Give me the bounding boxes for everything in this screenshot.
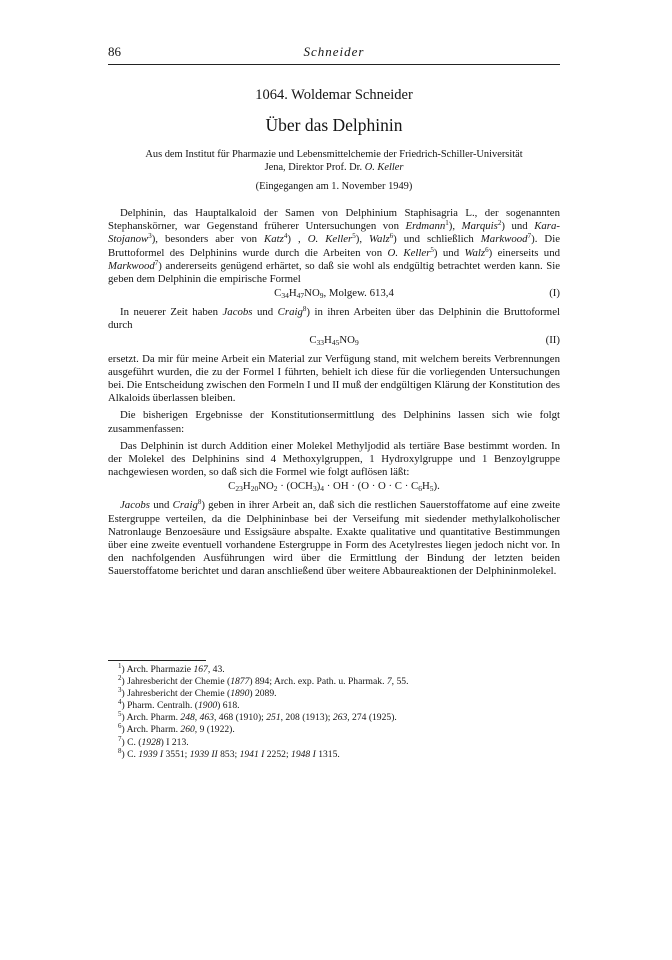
footnote-number: 6 [118,722,122,731]
text-run: ), besonders aber von [151,233,265,246]
text-run: ), [448,220,462,233]
footnote-paren: ) [121,676,128,688]
formula-subscript: 45 [331,337,340,347]
formula-subscript: 33 [316,337,325,347]
footnote-text: ) 894; Arch. exp. Path. u. Pharmak. [249,676,387,688]
footnote-text: , 43. [207,664,225,675]
author-ref: Markwood [108,259,155,272]
formula-tag: (II) [545,333,560,346]
footnote-text: , 208 (1913); [280,712,333,724]
footnote-text: ) I 213. [160,736,189,748]
footnote-number: 2 [118,674,122,683]
formula-part: ). [433,480,440,493]
text-run: ), [355,233,370,246]
formula-part: · OH · (O · O · C · C [324,480,419,493]
footnote-marker: 8 [197,498,202,507]
formula-part: C [228,480,236,493]
footnote-marker: 6 [389,232,394,241]
footnote-italic: 248 [180,712,195,724]
formula-subscript: 5 [429,484,434,494]
footnote-6 [118,724,558,736]
footnote-number: 3 [118,686,122,695]
footnote-2 [118,676,558,688]
footnote-paren: ) [121,700,128,712]
author-ref: Marquis [461,220,498,233]
text-run: und [252,306,278,319]
footnote-text: Pharm. Centralh. ( [127,700,198,712]
received-date: (Eingegangen am 1. November 1949) [255,181,413,192]
formula-part: · (OCH [277,480,313,493]
footnote-text: , 468 (1910); [213,712,267,724]
footnote-text: , 9 (1922). [194,724,235,736]
text-run: Delphinin, das Hauptalkaloid der Samen von Delphinium Staphisagria L., der sogenannten Stephanskörner, war Gegenstand früherer Untersuchungen von [108,207,560,233]
formula-II [108,334,560,350]
footnote-8 [118,746,558,761]
footnote-number: 5 [118,710,122,719]
article-number-author: 1064. Woldemar Schneider [255,87,413,103]
formula-subscript: 9 [319,291,324,301]
paragraph-1 [108,207,560,286]
text-run: ) , [287,233,308,246]
formula-expression [108,480,560,493]
footnote-3 [118,688,558,700]
formula-part: C [274,287,282,300]
author-ref: Jacobs [120,499,150,512]
text-run: In neuerer Zeit haben [120,306,223,319]
footnote-paren: ) [121,664,127,675]
formula-part: NO [339,333,355,346]
formula-part: H [288,287,297,300]
footnote-paren: ) [121,688,128,700]
footnote-marker: 8 [302,305,307,314]
page-number: 86 [108,44,121,59]
formula-part: C [309,333,317,346]
footnote-text: Jahresbericht der Chemie ( [127,688,231,700]
author-ref: Craig [277,306,303,319]
footnote-marker: 2 [497,219,502,228]
footnote-italic: 1941 I [239,748,265,760]
affiliation-line-1: Aus dem Institut für Pharmazie und Lebensmittelchemie der Friedrich-Schiller-Universität [145,149,523,160]
formula-subscript: 20 [250,484,259,494]
footnote-text: , 274 (1925). [347,712,397,724]
footnote-paren: ) [121,724,127,736]
text-run: und [149,499,173,512]
footnote-marker: 7 [527,232,532,241]
footnote-number: 4 [118,698,122,707]
article-body [108,207,560,583]
footnote-marker: 7 [154,258,159,267]
footnote-text: , 55. [391,676,409,688]
footnote-rule [108,660,206,661]
formula-part: H [421,480,430,493]
footnote-marker: 5 [430,245,434,254]
footnote-text: C. ( [127,736,142,748]
formula-subscript: 3 [312,484,317,494]
footnote-text: ) 2089. [249,688,277,700]
footnote-italic: 463 [199,712,214,724]
footnote-italic: 260 [180,724,195,736]
text-run: ) in ihren Arbeiten über das Delphinin die Bruttoformel durch [108,306,560,332]
footnote-text: Jahresbericht der Chemie ( [127,676,231,688]
affiliation-line-2 [108,161,560,174]
director-name: O. Keller [364,162,404,173]
footnote-paren: ) [121,736,128,748]
footnote-marker: 1 [445,219,449,228]
footnote-1 [118,664,558,676]
formula-part: ) [316,480,321,493]
footnote-number: 1 [118,662,122,670]
footnote-text: 2252; [264,748,292,760]
formula-subscript: 6 [418,484,422,494]
footnote-text: 3551; [163,748,190,760]
author-ref: Walz [464,246,486,259]
footnote-text: 853; [217,748,240,760]
header-rule [108,64,560,65]
footnote-paren: ) [121,748,128,760]
author-ref: O. Keller [307,233,353,246]
formula-part: NO [258,480,274,493]
author-ref: Jacobs [222,306,253,319]
footnote-italic: 263 [332,712,348,724]
footnote-paren: ) [121,712,127,724]
footnotes [118,664,558,761]
text-run: ) und [501,220,535,233]
running-head: Schneider [303,44,365,59]
formula-resolved [108,480,560,496]
page-header [108,44,560,64]
affiliation [108,148,560,174]
footnote-marker: 3 [148,232,152,241]
formula-subscript: 23 [235,484,243,494]
footnote-text: Arch. Pharm. [126,712,181,724]
footnote-4 [118,700,558,712]
footnote-italic: 1939 II [189,748,218,760]
formula-expression [108,287,560,300]
footnote-marker: 6 [485,245,489,254]
paragraph-6 [108,499,560,578]
text-run: ). Die Bruttoformel des Delphinins wurde durch die Arbeiten von [108,233,560,259]
footnote-italic: 167 [193,664,208,675]
text-run: ) geben in ihrer Arbeit an, daß sich die restlichen Sauerstoffatome auf eine zweite Estergruppe verteilen, da die Delphininbase bei der Verseifung mit siedender methylalkoholischer Natronlauge Benzoesäure und Essigsäure abspalte. Exakte qualitative und quantitative Bestimmungen über eine zweite eventuell vorhandene Estergruppe in Form des Acetylrestes liegen jedoch nicht vor. In den nachfolgenden Ausführungen wird über die Ermittlung der Bindung der letzten beiden Sauerstoffatome berichtet und daran anschließend über weitere Abbaureaktionen der Delphininmolekel. [108,499,560,578]
footnote-text: Arch. Pharm. [126,724,181,736]
text-run: ) und [433,246,465,259]
footnote-italic: 251 [266,712,281,724]
footnote-7 [118,734,558,749]
footnote-text: Arch. Pharmazie [126,664,194,675]
footnote-text: ) 618. [217,700,240,712]
paragraph-2 [108,306,560,332]
footnote-5 [118,712,558,724]
formula-I [108,287,560,303]
formula-subscript: 47 [296,291,305,301]
author-ref: Katz [264,233,284,246]
footnote-italic: 1928 [141,736,161,748]
formula-expression [108,334,560,347]
author-ref: Kara-Stojanow [108,220,560,246]
footnote-italic: 1877 [230,676,250,688]
footnote-marker: 5 [352,232,356,241]
text-run: ) und schließlich [393,233,481,246]
affiliation-line-2-text: Jena, Direktor Prof. Dr. [264,162,365,173]
author-ref: Walz [369,233,390,246]
formula-subscript: 34 [281,291,289,301]
formula-tag: (I) [549,287,560,300]
text-run: ) andererseits genügend erhärtet, so daß sie wohl als endgültig betrachtet werden kann. Sie geben dem Delphinin die empirische Formel [108,259,560,286]
author-ref: Craig [172,499,198,512]
formula-part: H [242,480,251,493]
molecular-weight: , Molgew. 613,4 [323,287,394,300]
footnote-text: , [194,712,200,724]
footnote-text: 1315. [315,748,340,760]
footnote-italic: 1890 [230,688,250,700]
formula-part: NO [304,287,320,300]
footnote-number: 7 [118,734,122,743]
author-ref: O. Keller [387,246,431,259]
formula-part: H [324,333,332,346]
footnote-number: 8 [118,746,122,755]
footnote-text: C. [127,748,139,760]
paragraph-3: ersetzt. Da mir für meine Arbeit ein Material zur Verfügung stand, mit welchem bereits Verbrennungen ausgeführt wurden, die zu der Formel I führten, behielt ich diese für die vorliegenden Untersuchungen bei. Die Entscheidung zwischen den Formeln I und II muß der endgültigen Klärung der Konstitution des Alkaloids überlassen bleiben. [108,352,560,405]
author-ref: Markwood [480,233,528,246]
footnote-italic: 7 [386,676,392,688]
paragraph-4: Die bisherigen Ergebnisse der Konstitutionsermittlung des Delphinins lassen sich wie folgt zusammenfassen: [108,409,560,435]
author-ref: Erdmann [405,220,446,233]
text-run: ) einerseits und [488,246,560,259]
paragraph-5: Das Delphinin ist durch Addition einer Molekel Methyljodid als tertiäre Base bestimmt worden. In der Molekel des Delphinins sind 4 Methoxylgruppen, 1 Hydroxylgruppe und 1 Benzoylgruppe nachgewiesen worden, so daß sich die Formel wie folgt auflösen läßt: [108,439,560,479]
footnote-italic: 1939 I [138,748,164,760]
footnote-italic: 1948 I [291,748,316,760]
formula-subscript: 9 [354,337,359,347]
footnote-marker: 4 [283,232,288,241]
article-title: Über das Delphinin [265,115,403,135]
formula-subscript: 4 [320,484,325,494]
footnote-italic: 1900 [197,700,218,712]
formula-subscript: 2 [273,484,278,494]
